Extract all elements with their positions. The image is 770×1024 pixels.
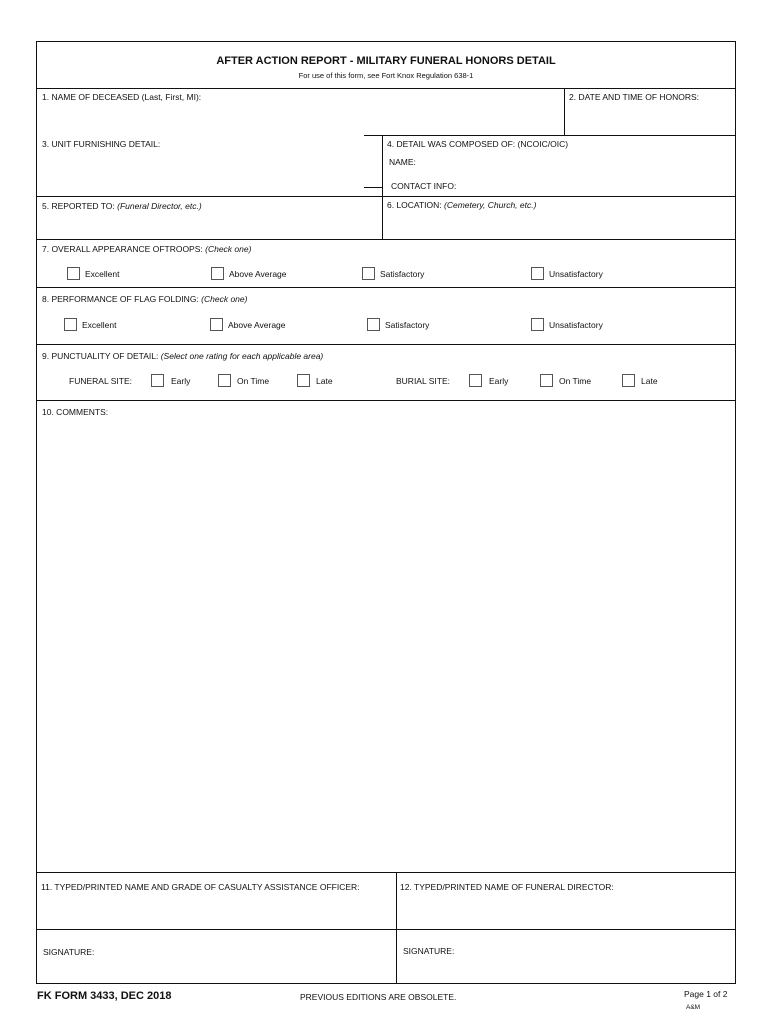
flag-excellent-checkbox[interactable] bbox=[64, 318, 77, 331]
comments-label: 10. COMMENTS: bbox=[42, 407, 109, 417]
divider bbox=[37, 344, 735, 345]
appearance-unsatisfactory-label: Unsatisfactory bbox=[549, 269, 603, 279]
comments-field[interactable] bbox=[37, 420, 735, 870]
reported-to-label: 5. REPORTED TO: (Funeral Director, etc.) bbox=[42, 201, 202, 211]
burial-late-label: Late bbox=[641, 376, 658, 386]
ncoic-name-field[interactable] bbox=[427, 152, 727, 170]
divider bbox=[37, 88, 735, 89]
ncoic-contact-field[interactable] bbox=[467, 176, 727, 194]
flag-folding-label: 8. PERFORMANCE OF FLAG FOLDING: (Check one) bbox=[42, 294, 248, 304]
divider bbox=[37, 287, 735, 288]
burial-late-checkbox[interactable] bbox=[622, 374, 635, 387]
funeral-early-checkbox[interactable] bbox=[151, 374, 164, 387]
funeral-site-label: FUNERAL SITE: bbox=[69, 376, 132, 386]
divider bbox=[396, 872, 397, 984]
form-code: A&M bbox=[686, 1004, 701, 1011]
punctuality-label: 9. PUNCTUALITY OF DETAIL: (Select one rating for each applicable area) bbox=[42, 351, 324, 361]
location-label: 6. LOCATION: (Cemetery, Church, etc.) bbox=[387, 200, 537, 210]
director-label: 12. TYPED/PRINTED NAME OF FUNERAL DIRECTOR: bbox=[400, 882, 614, 892]
reported-to-field[interactable] bbox=[37, 212, 381, 238]
appearance-satisfactory-checkbox[interactable] bbox=[362, 267, 375, 280]
appearance-unsatisfactory-checkbox[interactable] bbox=[531, 267, 544, 280]
divider bbox=[37, 929, 735, 930]
director-name-field[interactable] bbox=[397, 896, 735, 928]
date-time-field[interactable] bbox=[565, 90, 735, 134]
director-signature-label: SIGNATURE: bbox=[403, 946, 455, 956]
divider bbox=[364, 135, 735, 136]
unit-label: 3. UNIT FURNISHING DETAIL: bbox=[42, 139, 161, 149]
flag-satisfactory-checkbox[interactable] bbox=[367, 318, 380, 331]
form-number: FK FORM 3433, DEC 2018 bbox=[37, 990, 172, 1002]
detail-composed-label: 4. DETAIL WAS COMPOSED OF: (NCOIC/OIC) bbox=[387, 139, 569, 149]
flag-above-average-checkbox[interactable] bbox=[210, 318, 223, 331]
flag-unsatisfactory-label: Unsatisfactory bbox=[549, 320, 603, 330]
burial-site-label: BURIAL SITE: bbox=[396, 376, 451, 386]
burial-on-time-label: On Time bbox=[559, 376, 592, 386]
burial-early-label: Early bbox=[489, 376, 509, 386]
funeral-late-label: Late bbox=[316, 376, 333, 386]
burial-on-time-checkbox[interactable] bbox=[540, 374, 553, 387]
flag-unsatisfactory-checkbox[interactable] bbox=[531, 318, 544, 331]
name-of-deceased-field[interactable] bbox=[37, 90, 564, 134]
divider bbox=[37, 196, 735, 197]
flag-above-average-label: Above Average bbox=[228, 320, 286, 330]
flag-excellent-label: Excellent bbox=[82, 320, 117, 330]
form-subtitle: For use of this form, see Fort Knox Regulation 638-1 bbox=[298, 71, 474, 80]
director-signature-field[interactable] bbox=[477, 937, 732, 977]
divider bbox=[37, 872, 735, 873]
officer-name-field[interactable] bbox=[37, 896, 395, 928]
appearance-satisfactory-label: Satisfactory bbox=[380, 269, 425, 279]
appearance-excellent-checkbox[interactable] bbox=[67, 267, 80, 280]
appearance-label: 7. OVERALL APPEARANCE OFTROOPS: (Check one) bbox=[42, 244, 252, 254]
divider bbox=[37, 239, 735, 240]
page-number: Page 1 of 2 bbox=[684, 989, 728, 999]
funeral-on-time-label: On Time bbox=[237, 376, 270, 386]
location-field[interactable] bbox=[383, 212, 735, 238]
appearance-excellent-label: Excellent bbox=[85, 269, 120, 279]
funeral-early-label: Early bbox=[171, 376, 191, 386]
burial-early-checkbox[interactable] bbox=[469, 374, 482, 387]
ncoic-name-label: NAME: bbox=[389, 157, 416, 167]
funeral-late-checkbox[interactable] bbox=[297, 374, 310, 387]
obsolete-notice: PREVIOUS EDITIONS ARE OBSOLETE. bbox=[300, 992, 457, 1002]
officer-signature-field[interactable] bbox=[117, 937, 392, 977]
officer-label: 11. TYPED/PRINTED NAME AND GRADE OF CASUALTY ASSISTANCE OFFICER: bbox=[41, 882, 360, 892]
funeral-on-time-checkbox[interactable] bbox=[218, 374, 231, 387]
officer-signature-label: SIGNATURE: bbox=[43, 947, 95, 957]
divider bbox=[37, 400, 735, 401]
flag-satisfactory-label: Satisfactory bbox=[385, 320, 430, 330]
ncoic-contact-label: CONTACT INFO: bbox=[391, 181, 457, 191]
form-title: AFTER ACTION REPORT - MILITARY FUNERAL HONORS DETAIL bbox=[216, 55, 556, 67]
form-frame bbox=[36, 41, 736, 984]
unit-field[interactable] bbox=[37, 148, 381, 196]
appearance-above-average-checkbox[interactable] bbox=[211, 267, 224, 280]
name-of-deceased-label: 1. NAME OF DECEASED (Last, First, MI): bbox=[42, 92, 202, 102]
appearance-above-average-label: Above Average bbox=[229, 269, 287, 279]
date-time-label: 2. DATE AND TIME OF HONORS: bbox=[569, 92, 700, 102]
